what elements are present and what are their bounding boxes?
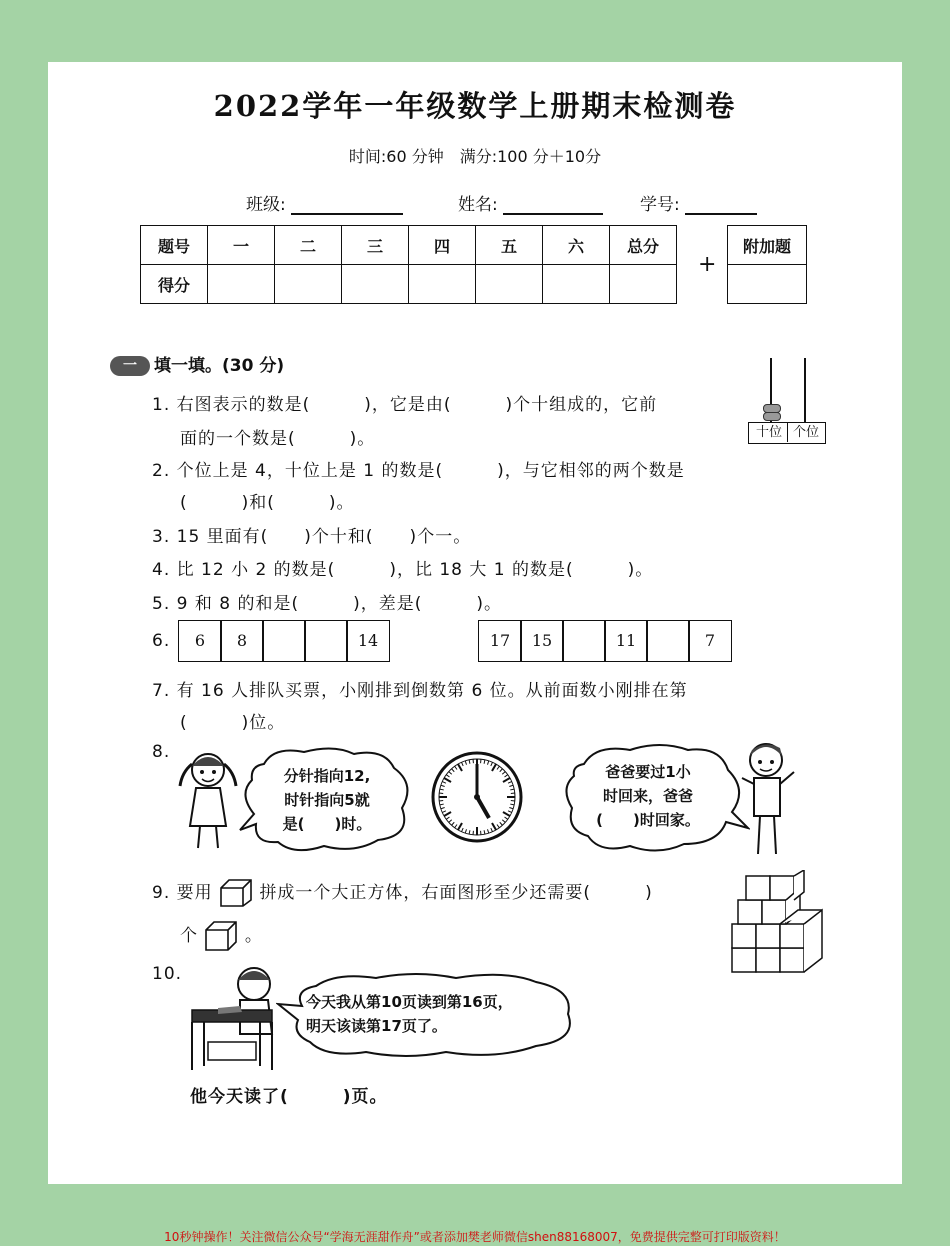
abacus-figure [748,358,828,442]
bubble-2-line: 爸爸要过1小 [605,763,691,781]
question-9-text-d: 。 [244,926,263,946]
score-header-row [141,226,677,265]
exam-paper [48,62,902,1184]
score-cell[interactable] [208,265,275,304]
score-cell[interactable] [275,265,342,304]
plus-sign: + [698,252,717,277]
question-1-line2: 面的一个数是( )。 [180,429,376,449]
question-9-text-c: 个 [180,926,198,946]
id-label: 学号: [640,195,680,215]
sequence-blank[interactable] [262,620,306,662]
sequence-blank[interactable] [304,620,348,662]
bubble-1-text [262,764,392,836]
class-blank[interactable] [291,195,403,215]
question-10-answer: 他今天读了( )页。 [190,1087,388,1107]
abacus-bead [763,412,781,421]
score-cell[interactable] [543,265,610,304]
bubble-3-line: 今天我从第10页读到第16页， [306,993,513,1011]
question-6-label: 6. [152,631,171,651]
header-cell: 题号 [141,226,208,265]
footer-promo: 10秒钟操作！关注微信公众号“学海无涯甜作舟”或者添加樊老师微信shen88168007，免费提供完整可打印版资料！ [164,1230,786,1244]
sequence-1 [178,620,394,662]
sequence-cell: 17 [478,620,522,662]
cube-stack-figure [728,870,828,974]
cube-icon [219,878,253,908]
header-cell: 总分 [610,226,677,265]
question-2-line2: ( )和( )。 [180,493,355,513]
name-field [458,190,603,215]
section-heading [110,351,284,376]
question-10-label: 10. [152,964,183,984]
question-7-line1: 7. 有 16 人排队买票，小刚排到倒数第 6 位。从前面数小刚排在第 [152,681,688,701]
score-value-row [141,265,677,304]
sequence-blank[interactable] [646,620,690,662]
girl-illustration [174,746,240,856]
cube-icon [204,920,238,952]
header-cell: 六 [543,226,610,265]
bubble-3-line: 明天该读第17页了。 [306,1017,447,1035]
exam-title: 2022学年一年级数学上册期末检测卷 [213,89,737,123]
abacus-tens-label: 十位 [751,423,788,442]
question-3: 3. 15 里面有( )个十和( )个一。 [152,527,472,547]
question-9-text-b: 拼成一个大正方体，右面图形至少还需要( ) [259,883,653,903]
sequence-cell: 8 [220,620,264,662]
bubble-3-text [306,990,568,1038]
id-field [640,190,757,215]
sequence-blank[interactable] [562,620,606,662]
score-table [140,225,677,304]
extra-score-cell[interactable] [728,265,807,304]
question-9-text-a: 9. 要用 [152,883,213,903]
header-cell: 五 [476,226,543,265]
extra-header: 附加题 [728,226,807,265]
bubble-1-line: 时针指向5就 [284,791,370,809]
question-7-line2: ( )位。 [180,713,286,733]
boy-illustration [736,738,802,862]
score-cell[interactable] [476,265,543,304]
sequence-cell: 15 [520,620,564,662]
exam-subtitle: 时间:60 分钟 满分:100 分＋10分 [348,147,602,166]
score-cell[interactable] [610,265,677,304]
section-number-badge: 一 [110,356,150,376]
abacus-ones-label: 个位 [792,425,819,440]
bubble-2-text [578,760,718,832]
class-label: 班级: [246,195,286,215]
score-cell[interactable] [342,265,409,304]
sequence-cell: 11 [604,620,648,662]
question-9-line2 [180,920,263,952]
bubble-1-line: 分针指向12, [283,767,371,785]
question-5: 5. 9 和 8 的和是( )，差是( )。 [152,594,502,614]
header-cell: 一 [208,226,275,265]
header-cell: 三 [342,226,409,265]
question-4: 4. 比 12 小 2 的数是( )，比 18 大 1 的数是( )。 [152,560,654,580]
sequence-2 [478,620,736,662]
id-blank[interactable] [685,195,757,215]
bubble-2-line: 时回来，爸爸 [602,787,693,805]
header-cell: 四 [409,226,476,265]
section-title: 填一填。(30 分) [154,356,285,376]
clock-icon [430,750,524,844]
bubble-2-line: ( )时回家。 [596,811,700,829]
question-2-line1: 2. 个位上是 4，十位上是 1 的数是( )，与它相邻的两个数是 [152,461,685,481]
sequence-cell: 6 [178,620,222,662]
extra-score-table [727,225,807,304]
bubble-1-line: 是( )时。 [282,815,372,833]
name-blank[interactable] [503,195,603,215]
sequence-cell: 7 [688,620,732,662]
question-9-line1 [152,878,653,908]
header-cell: 二 [275,226,342,265]
abacus-rod-ones [804,358,806,422]
sequence-cell: 14 [346,620,390,662]
abacus-base [748,422,826,444]
score-row-label: 得分 [141,265,208,304]
score-cell[interactable] [409,265,476,304]
class-field [246,190,403,215]
question-8-label: 8. [152,742,171,762]
question-1-line1: 1. 右图表示的数是( )，它是由( )个十组成的，它前 [152,395,658,415]
name-label: 姓名: [458,195,498,215]
